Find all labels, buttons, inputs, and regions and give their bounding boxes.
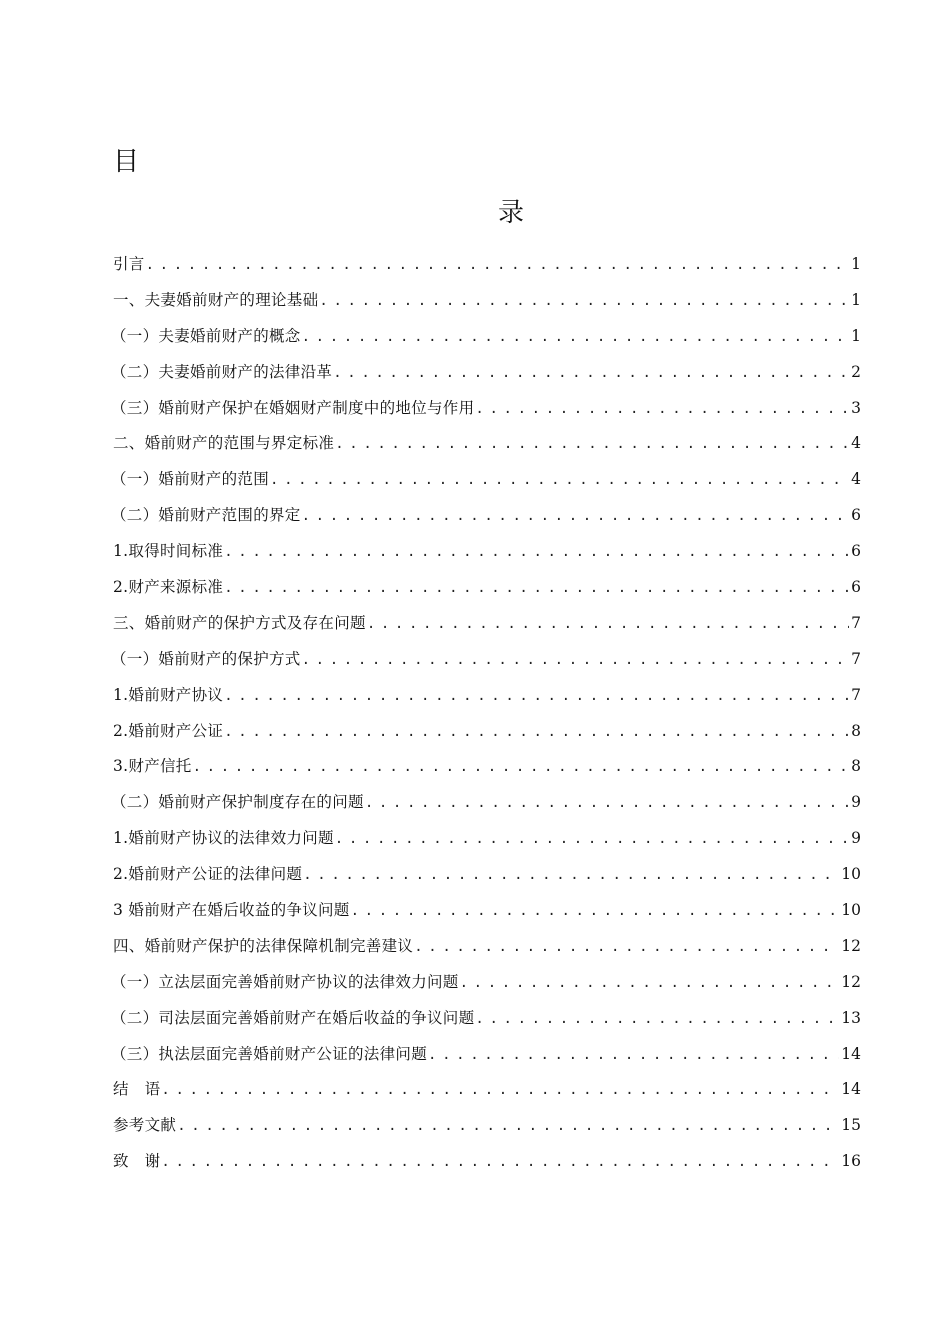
toc-entry-label: 四、婚前财产保护的法律保障机制完善建议: [113, 936, 414, 955]
toc-entry-page: 8: [851, 721, 861, 740]
toc-entry-3-1[interactable]: [113, 647, 861, 683]
dot-leader: [414, 935, 839, 959]
toc-entry-chapter-3[interactable]: [113, 611, 861, 647]
dot-leader: [161, 1150, 839, 1174]
toc-entry-1-1[interactable]: [113, 324, 861, 360]
toc-entry-page: 12: [841, 972, 861, 991]
dot-leader: [224, 576, 849, 600]
toc-entry-label: 引言: [113, 255, 145, 273]
toc-entry-label: （一）立法层面完善婚前财产协议的法律效力问题: [111, 972, 459, 991]
toc-entry-page: 6: [851, 578, 861, 597]
toc-entry-3-1-1[interactable]: [113, 683, 861, 719]
toc-entry-page: 10: [841, 901, 861, 920]
toc-entry-label: 2.财产来源标准: [113, 578, 224, 597]
toc-entry-page: 7: [851, 685, 861, 704]
toc-entry-label: （三）执法层面完善婚前财产公证的法律问题: [111, 1044, 428, 1063]
dot-leader: [224, 684, 849, 708]
toc-entry-page: 6: [851, 506, 861, 525]
dot-leader: [177, 1114, 839, 1138]
toc-entry-acknowledgements[interactable]: [113, 1149, 861, 1185]
toc-entry-2-1[interactable]: [113, 467, 861, 503]
toc-entry-label: 3 婚前财产在婚后收益的争议问题: [113, 901, 350, 920]
toc-entry-page: 8: [851, 757, 861, 776]
toc-entry-page: 9: [851, 793, 861, 812]
toc-entry-label: 3.财产信托: [113, 757, 192, 776]
dot-leader: [224, 720, 849, 744]
toc-entry-1-3[interactable]: [113, 396, 861, 432]
toc-entry-label: （一）婚前财产的范围: [111, 470, 270, 489]
toc-entry-label: 二、婚前财产的范围与界定标准: [113, 434, 335, 453]
dot-leader: [460, 971, 840, 995]
dot-leader: [302, 504, 850, 528]
toc-entry-label: 2.婚前财产公证: [113, 721, 224, 740]
toc-entry-label: 1.取得时间标准: [113, 542, 224, 561]
toc-entry-label: （一）夫妻婚前财产的概念: [111, 326, 301, 345]
toc-entry-page: 7: [851, 613, 861, 632]
dot-leader: [303, 863, 839, 887]
toc-entry-label: 致 谢: [113, 1152, 161, 1171]
toc-entry-page: 13: [841, 1008, 861, 1027]
toc-entry-label: （二）夫妻婚前财产的法律沿革: [111, 362, 333, 381]
dot-leader: [302, 325, 850, 349]
toc-entry-page: 15: [841, 1116, 861, 1135]
dot-leader: [193, 755, 850, 779]
toc-entry-3-2[interactable]: [113, 790, 861, 826]
toc-entry-4-2[interactable]: [113, 1006, 861, 1042]
toc-entry-page: 14: [841, 1080, 861, 1099]
toc-entry-chapter-4[interactable]: [113, 934, 861, 970]
dot-leader: [302, 648, 850, 672]
toc-entry-label: 参考文献: [113, 1116, 177, 1135]
dot-leader: [224, 540, 849, 564]
toc-entry-2-2-1[interactable]: [113, 539, 861, 575]
dot-leader: [475, 397, 849, 421]
toc-entry-page: 1: [851, 290, 861, 309]
dot-leader: [161, 1078, 839, 1102]
dot-leader: [319, 289, 849, 313]
toc-entry-page: 16: [841, 1152, 861, 1171]
toc-title-first-char: 目: [113, 147, 140, 177]
toc-entry-3-1-3[interactable]: [113, 754, 861, 790]
toc-entry-label: （二）婚前财产保护制度存在的问题: [111, 793, 364, 812]
toc-entry-page: 7: [851, 649, 861, 668]
toc-entry-page: 1: [851, 326, 861, 345]
toc-entry-label: （三）婚前财产保护在婚姻财产制度中的地位与作用: [111, 398, 475, 417]
toc-entry-4-1[interactable]: [113, 970, 861, 1006]
toc-entry-label: （一）婚前财产的保护方式: [111, 649, 301, 668]
toc-entry-page: 6: [851, 542, 861, 561]
toc-entry-page: 4: [851, 434, 861, 453]
dot-leader: [270, 468, 849, 492]
toc-entry-2-2[interactable]: [113, 503, 861, 539]
dot-leader: [367, 612, 849, 636]
dot-leader: [335, 827, 849, 851]
toc-entry-3-2-2[interactable]: [113, 862, 861, 898]
toc-entry-label: （二）司法层面完善婚前财产在婚后收益的争议问题: [111, 1008, 475, 1027]
toc-entry-references[interactable]: [113, 1113, 861, 1149]
toc-entry-conclusion[interactable]: [113, 1077, 861, 1113]
toc-entry-page: 4: [851, 470, 861, 489]
dot-leader: [351, 899, 840, 923]
toc-entry-label: 一、夫妻婚前财产的理论基础: [113, 290, 319, 309]
toc-title-second-char: 录: [498, 198, 525, 228]
dot-leader: [333, 361, 849, 385]
toc-entry-page: 12: [841, 936, 861, 955]
dot-leader: [428, 1043, 839, 1067]
dot-leader: [146, 253, 850, 277]
toc-entry-chapter-2[interactable]: [113, 431, 861, 467]
toc-entry-chapter-1[interactable]: [113, 288, 861, 324]
toc-entry-page: 3: [851, 398, 861, 417]
toc-entry-introduction[interactable]: [113, 252, 861, 288]
toc-entry-label: （二）婚前财产范围的界定: [111, 506, 301, 525]
toc-entry-3-2-1[interactable]: [113, 826, 861, 862]
toc-entry-label: 1.婚前财产协议: [113, 685, 224, 704]
toc-entry-page: 1: [851, 255, 861, 273]
toc-entry-page: 14: [841, 1044, 861, 1063]
toc-entry-3-2-3[interactable]: [113, 898, 861, 934]
dot-leader: [335, 432, 849, 456]
toc-entry-4-3[interactable]: [113, 1042, 861, 1078]
toc-entry-label: 1.婚前财产协议的法律效力问题: [113, 829, 334, 848]
toc-entry-2-2-2[interactable]: [113, 575, 861, 611]
toc-entry-label: 三、婚前财产的保护方式及存在问题: [113, 613, 366, 632]
toc-entry-page: 9: [851, 829, 861, 848]
toc-entry-3-1-2[interactable]: [113, 719, 861, 755]
toc-entry-page: 10: [841, 865, 861, 884]
toc-entry-label: 结 语: [113, 1080, 161, 1099]
table-of-contents: [113, 252, 861, 1185]
dot-leader: [475, 1007, 839, 1031]
dot-leader: [365, 791, 849, 815]
toc-entry-1-2[interactable]: [113, 360, 861, 396]
toc-entry-label: 2.婚前财产公证的法律问题: [113, 865, 303, 884]
toc-entry-page: 2: [851, 362, 861, 381]
